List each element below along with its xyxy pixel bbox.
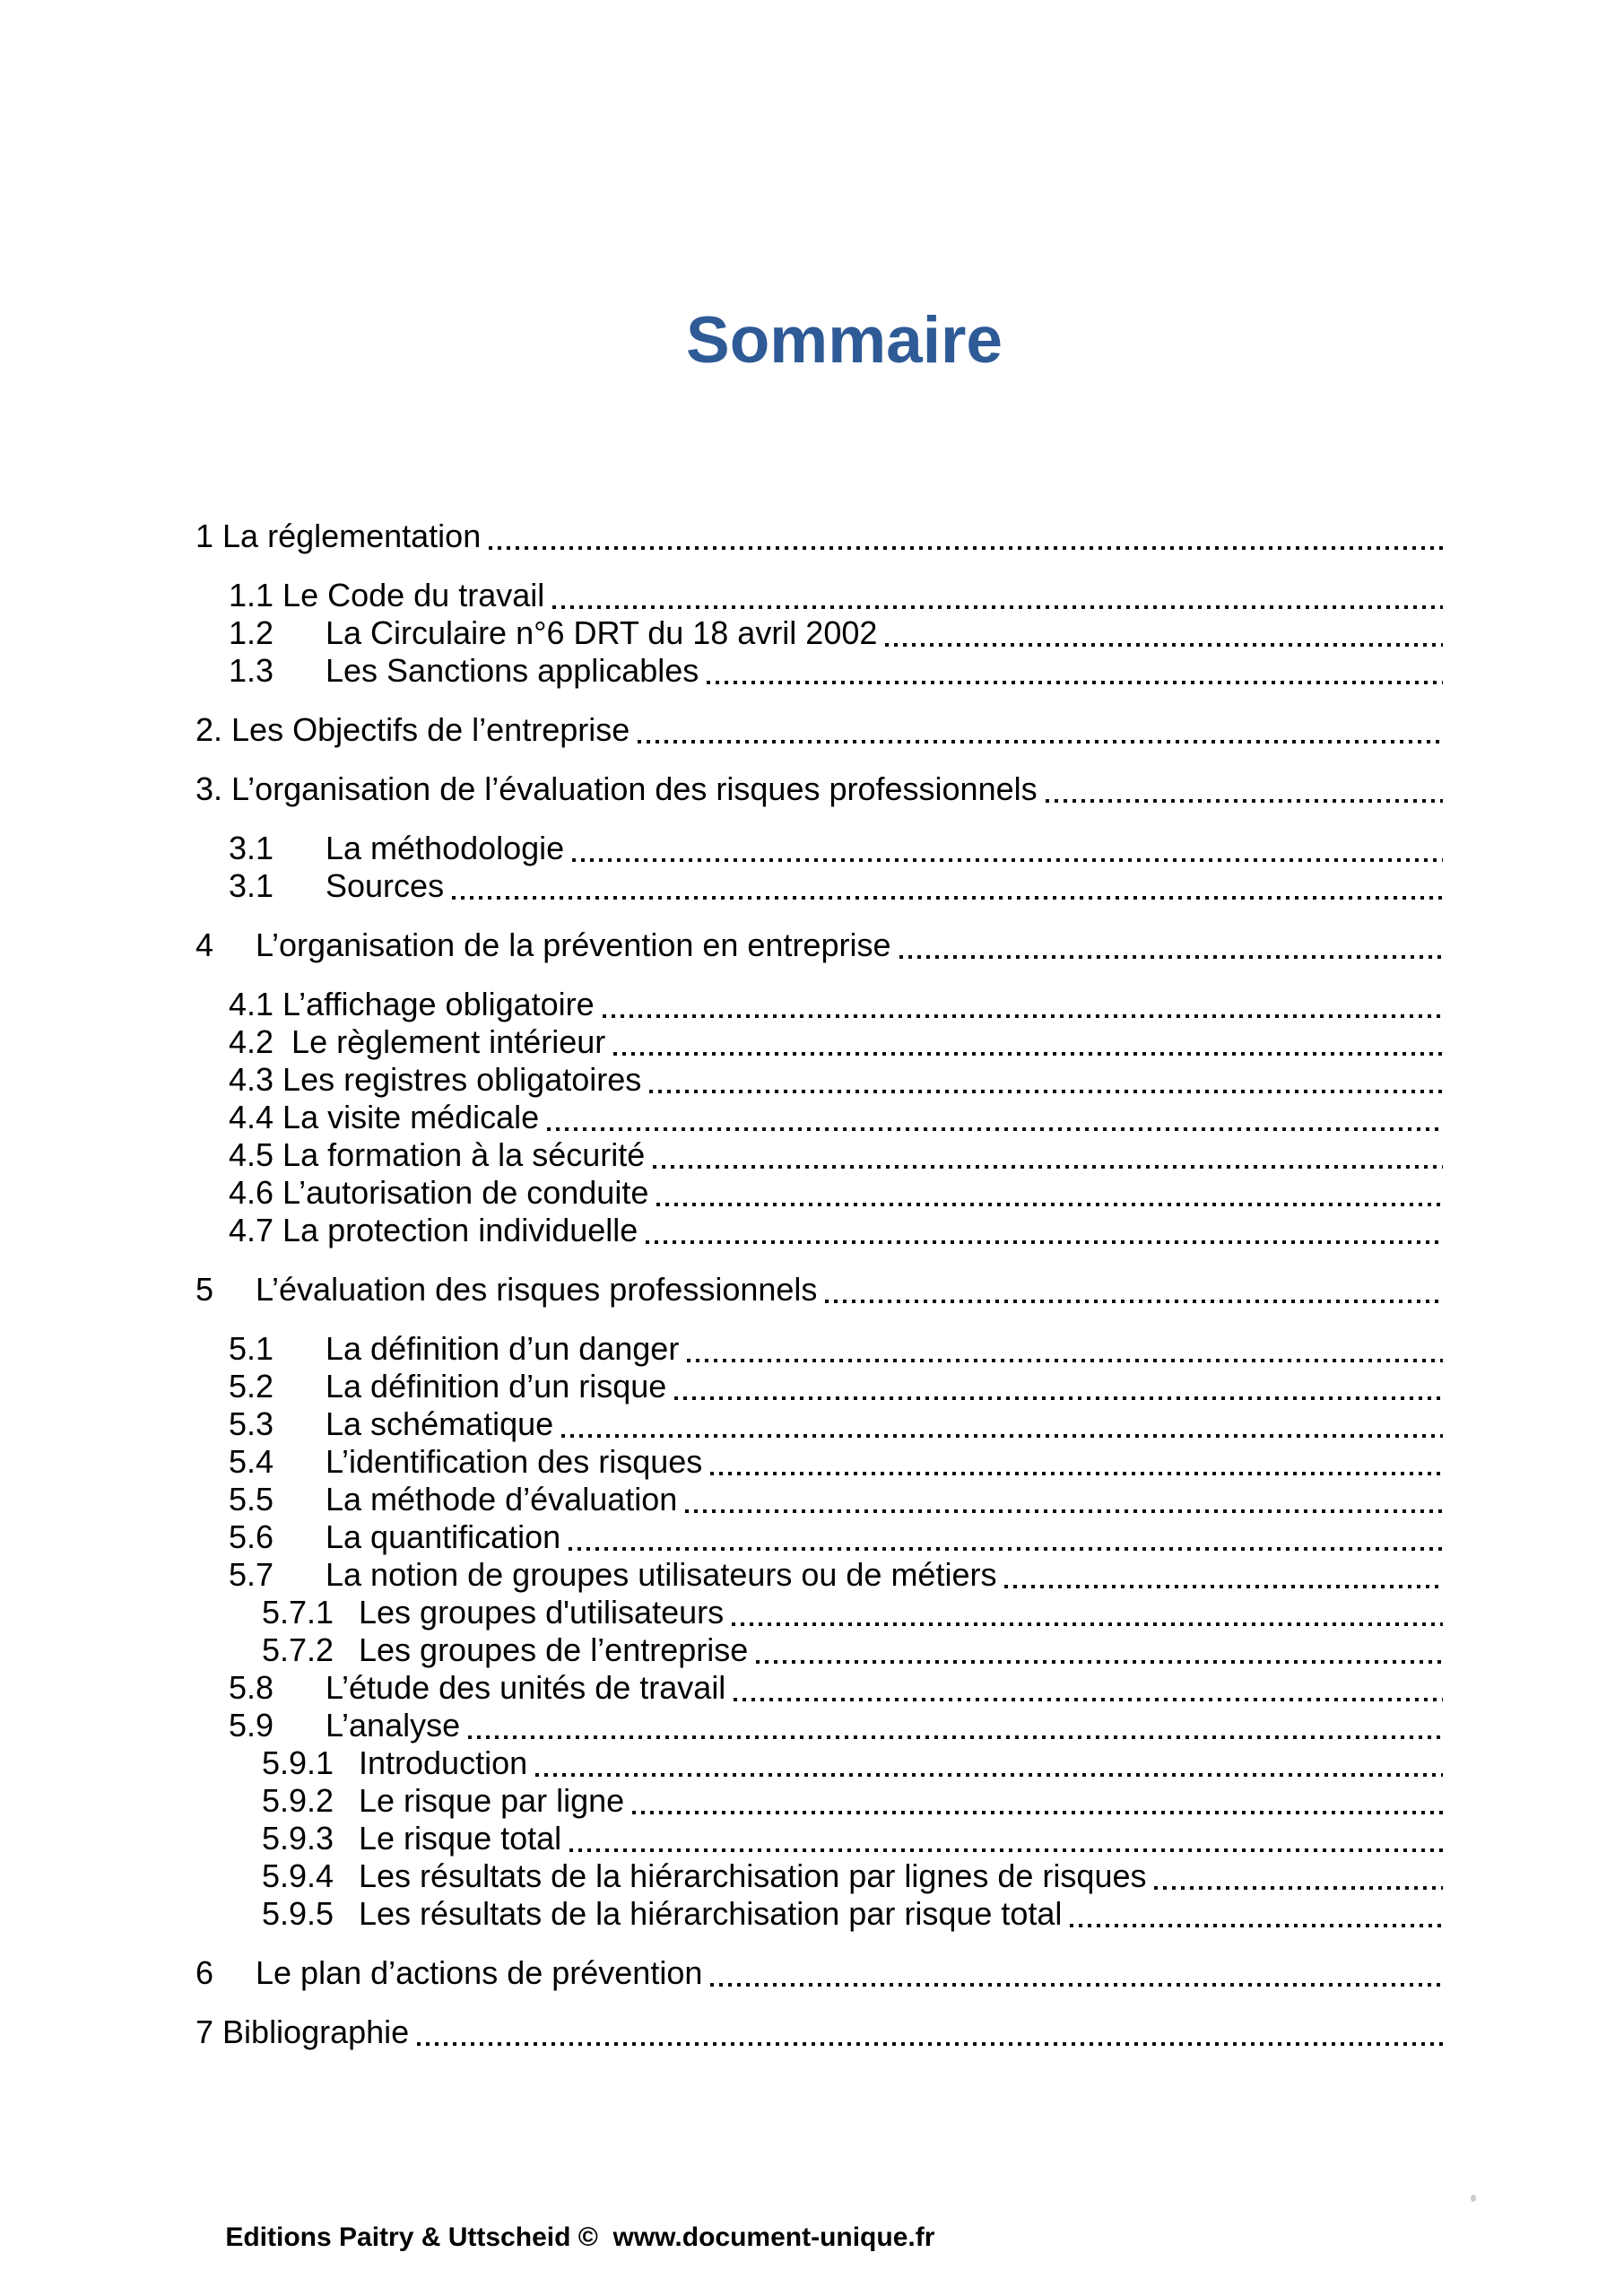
dotted-leader — [638, 740, 1443, 744]
toc-entry-number: 4.5 — [229, 1136, 274, 1173]
dotted-leader — [656, 1203, 1443, 1206]
dotted-leader — [1070, 1924, 1443, 1927]
toc-entry-number: 4 — [195, 926, 214, 963]
toc-entry — [195, 1023, 1445, 1061]
dotted-leader — [899, 955, 1444, 959]
dotted-leader — [417, 2042, 1443, 2046]
toc-entry-number: 6 — [195, 1954, 214, 1991]
toc-entry — [195, 1556, 1445, 1594]
toc-entry — [195, 1857, 1445, 1895]
toc-entry-label: La protection individuelle — [282, 1212, 638, 1248]
toc-entry — [195, 1669, 1445, 1707]
toc-entry-number: 5.7.1 — [262, 1594, 334, 1631]
toc-entry — [195, 1707, 1445, 1744]
dotted-leader — [613, 1052, 1443, 1056]
toc-entry — [195, 986, 1445, 1023]
toc-entry — [195, 1330, 1445, 1368]
toc-entry — [195, 1481, 1445, 1518]
dotted-leader — [569, 1547, 1443, 1551]
toc-entry-label: La formation à la sécurité — [282, 1136, 646, 1173]
toc-entry-label: L’évaluation des risques professionnels — [256, 1271, 818, 1308]
dotted-leader — [674, 1396, 1443, 1400]
toc-entry-number: 4.1 — [229, 986, 274, 1022]
toc-entry — [195, 867, 1445, 905]
toc-entry — [195, 1271, 1445, 1309]
toc-entry-number: 5.2 — [229, 1368, 274, 1405]
toc-entry-label: La Circulaire n°6 DRT du 18 avril 2002 — [326, 614, 878, 651]
toc-entry-label: Les groupes de l’entreprise — [359, 1631, 749, 1668]
toc-entry-number: 3.1 — [229, 867, 274, 904]
toc-entry-number: 5 — [195, 1271, 214, 1308]
toc-entry-label: Les registres obligatoires — [282, 1061, 642, 1098]
toc-entry — [195, 614, 1445, 652]
toc-entry — [195, 1136, 1445, 1174]
toc-entry-label: La méthode d’évaluation — [326, 1481, 678, 1518]
dotted-leader — [489, 546, 1443, 550]
dotted-leader — [561, 1434, 1443, 1438]
dotted-leader — [535, 1773, 1443, 1777]
toc-entry — [195, 1631, 1445, 1669]
toc-entry-number: 5.9.2 — [262, 1782, 334, 1819]
toc-entry-label: Les résultats de la hiérarchisation par lignes de risques — [359, 1857, 1147, 1894]
dotted-leader — [653, 1165, 1443, 1169]
page-title: Sommaire — [686, 304, 1003, 377]
toc-entry-number: 5.9.5 — [262, 1895, 334, 1932]
toc-entry-number: 3.1 — [229, 830, 274, 866]
toc-entry — [195, 711, 1445, 749]
dotted-leader — [569, 1848, 1443, 1852]
toc-entry — [195, 1061, 1445, 1099]
toc-entry-label: La quantification — [326, 1518, 561, 1555]
toc-entry — [195, 517, 1445, 555]
toc-entry-number: 4.2 — [229, 1023, 274, 1060]
toc-entry-number: 5.5 — [229, 1481, 274, 1518]
dotted-leader — [468, 1735, 1443, 1739]
toc-entry-label: L’organisation de la prévention en entreprise — [256, 926, 891, 963]
toc-entry-label: Le plan d’actions de prévention — [256, 1954, 703, 1991]
dotted-leader — [1046, 799, 1443, 803]
toc-entry-number: 5.1 — [229, 1330, 274, 1367]
toc-entry — [195, 2013, 1445, 2051]
dotted-leader — [885, 643, 1443, 647]
toc-entry-label: L’identification des risques — [326, 1443, 703, 1480]
footer-text: Editions Paitry & Uttscheid © www.document-unique.fr — [225, 2222, 935, 2252]
toc-entry — [195, 1895, 1445, 1933]
table-of-contents — [195, 496, 1445, 2073]
toc-entry-label: La définition d’un risque — [326, 1368, 667, 1405]
toc-entry-number: 1.3 — [229, 652, 274, 689]
page-footer — [195, 2192, 934, 2283]
toc-entry — [195, 1368, 1445, 1405]
toc-entry — [195, 1518, 1445, 1556]
dotted-leader — [687, 1359, 1443, 1362]
toc-entry-label: Le règlement intérieur — [291, 1023, 606, 1060]
toc-entry-label: Sources — [326, 867, 445, 904]
toc-entry-label: Le risque total — [359, 1820, 562, 1857]
dotted-leader — [710, 1472, 1443, 1475]
toc-entry — [195, 830, 1445, 867]
dotted-leader — [552, 605, 1443, 609]
toc-entry — [195, 926, 1445, 964]
dotted-leader — [452, 896, 1443, 900]
toc-entry — [195, 1782, 1445, 1820]
dotted-leader — [603, 1014, 1443, 1018]
toc-entry — [195, 1820, 1445, 1857]
toc-entry-number: 7 — [195, 2013, 214, 2050]
toc-entry-label: La notion de groupes utilisateurs ou de métiers — [326, 1556, 997, 1593]
toc-entry — [195, 1405, 1445, 1443]
toc-entry-number: 5.8 — [229, 1669, 274, 1706]
scan-artifact-dot — [1471, 2195, 1476, 2202]
toc-entry-label: La visite médicale — [282, 1099, 540, 1135]
toc-entry-number: 4.7 — [229, 1212, 274, 1248]
dotted-leader — [825, 1300, 1443, 1303]
toc-entry-number: 5.7.2 — [262, 1631, 334, 1668]
toc-entry-label: Le Code du travail — [282, 577, 545, 613]
dotted-leader — [707, 681, 1443, 684]
dotted-leader — [1154, 1886, 1443, 1890]
toc-entry-number: 1.1 — [229, 577, 274, 613]
toc-entry — [195, 1954, 1445, 1992]
toc-entry-number: 5.4 — [229, 1443, 274, 1480]
dotted-leader — [732, 1622, 1443, 1626]
toc-entry-label: Les groupes d'utilisateurs — [359, 1594, 725, 1631]
toc-entry-number: 1.2 — [229, 614, 274, 651]
toc-entry-label: L’analyse — [326, 1707, 461, 1744]
dotted-leader — [734, 1698, 1443, 1701]
toc-entry-label: La définition d’un danger — [326, 1330, 680, 1367]
dotted-leader — [547, 1127, 1443, 1131]
toc-entry-number: 5.9.3 — [262, 1820, 334, 1857]
toc-entry-label: L’étude des unités de travail — [326, 1669, 726, 1706]
toc-entry-number: 5.9 — [229, 1707, 274, 1744]
toc-entry-number: 1 — [195, 517, 214, 554]
toc-entry-number: 5.9.1 — [262, 1744, 334, 1781]
toc-entry — [195, 1744, 1445, 1782]
dotted-leader — [646, 1240, 1443, 1244]
toc-entry-number: 5.6 — [229, 1518, 274, 1555]
toc-entry-label: Les Objectifs de l’entreprise — [231, 711, 630, 748]
dotted-leader — [756, 1660, 1443, 1664]
toc-entry-number: 4.4 — [229, 1099, 274, 1135]
toc-entry-number: 5.3 — [229, 1405, 274, 1442]
dotted-leader — [572, 858, 1443, 862]
toc-entry — [195, 1443, 1445, 1481]
toc-entry-label: La schématique — [326, 1405, 554, 1442]
toc-entry-label: L’organisation de l’évaluation des risques professionnels — [231, 770, 1038, 807]
toc-entry-number: 2. — [195, 711, 223, 748]
toc-entry — [195, 1212, 1445, 1249]
toc-entry — [195, 1099, 1445, 1136]
toc-entry — [195, 577, 1445, 614]
toc-entry-number: 5.7 — [229, 1556, 274, 1593]
toc-entry-label: La réglementation — [222, 517, 482, 554]
toc-entry-label: La méthodologie — [326, 830, 565, 866]
toc-entry-number: 4.6 — [229, 1174, 274, 1211]
toc-entry-label: Les Sanctions applicables — [326, 652, 699, 689]
toc-entry-label: L’autorisation de conduite — [282, 1174, 649, 1211]
toc-entry-number: 4.3 — [229, 1061, 274, 1098]
dotted-leader — [710, 1983, 1443, 1987]
dotted-leader — [685, 1509, 1443, 1513]
toc-entry-number: 5.9.4 — [262, 1857, 334, 1894]
toc-entry-label: Bibliographie — [222, 2013, 410, 2050]
toc-entry — [195, 1594, 1445, 1631]
toc-entry — [195, 1174, 1445, 1212]
dotted-leader — [649, 1090, 1443, 1093]
toc-entry-label: Le risque par ligne — [359, 1782, 625, 1819]
dotted-leader — [632, 1811, 1443, 1814]
toc-entry-label: L’affichage obligatoire — [282, 986, 595, 1022]
toc-entry — [195, 652, 1445, 690]
toc-entry-number: 3. — [195, 770, 223, 807]
toc-entry-label: Introduction — [359, 1744, 528, 1781]
dotted-leader — [1004, 1585, 1443, 1588]
toc-entry — [195, 770, 1445, 808]
toc-entry-label: Les résultats de la hiérarchisation par risque total — [359, 1895, 1063, 1932]
